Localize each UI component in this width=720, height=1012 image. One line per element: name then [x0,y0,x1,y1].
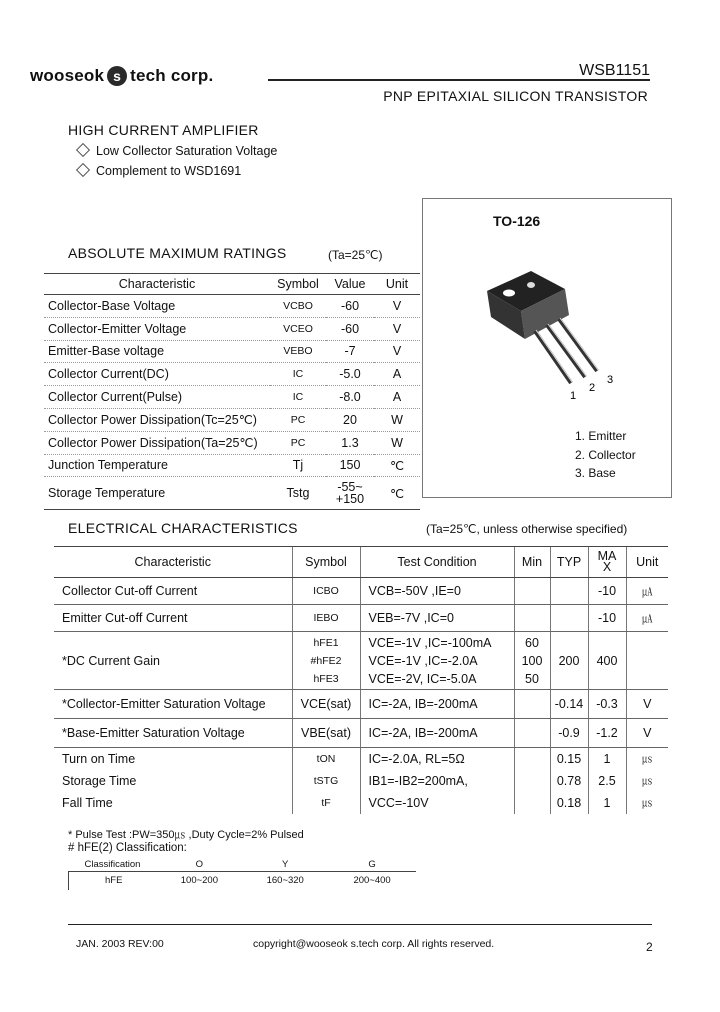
col-header: G [368,858,376,870]
amr-header-row [44,274,420,295]
cell-sym: VBE(sat) [292,719,360,748]
cell-test: VEB=-7V ,IC=0 [360,605,514,632]
class-header-row [69,857,417,872]
feature-item: Complement to WSD1691 [76,164,241,178]
cell-unit [626,632,668,690]
col-header: MA X [588,547,626,578]
to126-package-diagram [473,259,643,409]
table-row [54,719,668,748]
cell-char: *Collector-Emitter Saturation Voltage [54,690,292,719]
col-header: O [195,858,204,870]
col-header: Test Condition [360,547,514,578]
cell-typ: -0.14 [550,690,588,719]
pin-number: 2 [589,382,596,394]
cell-sym: tSTG [292,770,360,792]
cell-sym: PC [270,431,326,454]
cell-val: -5.0 [326,363,374,386]
cell-max: 1 [588,748,626,770]
package-box [422,198,672,498]
cell-unit: A [374,386,420,409]
table-row [44,477,420,510]
page-number: 2 [646,940,653,954]
table-row [54,690,668,719]
cell-unit: V [374,340,420,363]
class-value-row [69,872,417,890]
cell-value: 100~200 [180,875,218,887]
part-number: WSB1151 [579,62,650,79]
cell-char: Collector Current(DC) [44,363,270,386]
table-row [44,340,420,363]
cell-val: -60 [326,295,374,318]
cell-test: IC=-2A, IB=-200mA [360,719,514,748]
cell-char: Fall Time [62,795,113,810]
cell-typ: -0.9 [550,719,588,748]
class-title: # hFE(2) Classification: [68,842,187,854]
table-row [54,578,668,605]
cell-val: 150 [326,454,374,477]
cell-sym: ICBO [292,578,360,605]
footer-copyright: copyright@wooseok s.tech corp. All rights reserved. [253,938,495,950]
page-subtitle: PNP EPITAXIAL SILICON TRANSISTOR [383,88,648,104]
col-header: Symbol [292,547,360,578]
table-row [54,748,668,770]
cell-val: 1.3 [326,431,374,454]
brand-s-logo: s [107,66,127,86]
pin-label: 2. Collector [575,448,636,462]
cell-typ: 0.18 [550,792,588,814]
cell-unit: ㎲ [626,792,668,814]
feature-item: Low Collector Saturation Voltage [76,144,277,158]
footer-rule [68,924,652,925]
table-row [54,632,668,690]
ec-table [54,546,668,814]
col-header: Symbol [270,274,326,295]
cell-char: Collector-Emitter Voltage [44,317,270,340]
cell-char: Emitter-Base voltage [44,340,270,363]
cell-unit: ℃ [374,477,420,510]
cell-max: 400 [588,632,626,690]
cell-test: VCB=-50V ,IE=0 [360,578,514,605]
cell-value: 160~320 [266,875,304,887]
table-row [44,317,420,340]
cell-max: 2.5 [588,770,626,792]
cell-max: -1.2 [588,719,626,748]
table-row [54,792,668,814]
footer-date: JAN. 2003 REV:00 [76,938,164,950]
col-header: Y [282,858,289,870]
ec-header-row [54,547,668,578]
cell-unit: A [374,363,420,386]
cell-unit: ㎂ [626,578,668,605]
table-row [54,770,668,792]
cell-unit: V [374,317,420,340]
table-row [44,408,420,431]
col-header: Unit [626,547,668,578]
table-row [44,431,420,454]
cell-char: *Base-Emitter Saturation Voltage [54,719,292,748]
cell-sym: Tstg [270,477,326,510]
pin-number: 3 [607,374,614,386]
cell-min [514,770,550,792]
cell-unit: V [626,690,668,719]
cell-sym: tF [292,792,360,814]
cell-typ [550,578,588,605]
cell-char: Collector Cut-off Current [54,578,292,605]
table-row [44,363,420,386]
col-header: Value [326,274,374,295]
cell-val: -60 [326,317,374,340]
cell-typ: 200 [550,632,588,690]
cell-sym: VEBO [270,340,326,363]
ec-title: ELECTRICAL CHARACTERISTICS [68,520,298,536]
cell-max: -0.3 [588,690,626,719]
cell-sym: VCEO [270,317,326,340]
pin-label: 1. Emitter [575,429,627,443]
cell-char: Storage Temperature [44,477,270,510]
pin-label: 3. Base [575,466,616,480]
cell-unit: ㎲ [626,748,668,770]
cell-char: Junction Temperature [44,454,270,477]
package-name: TO-126 [493,213,541,229]
cell-unit: V [374,295,420,318]
cell-char: Storage Time [62,773,137,788]
amr-condition: (Ta=25℃) [328,248,383,262]
cell-min [514,690,550,719]
cell-unit: ℃ [374,454,420,477]
col-header: Classification [84,858,141,870]
cell-min [514,578,550,605]
cell-test: VCE=-1V ,IC=-100mA VCE=-1V ,IC=-2.0A VCE=-2V, IC=-5.0A [360,632,514,690]
cell-typ [550,605,588,632]
table-row [44,295,420,318]
cell-value: hFE [69,872,157,890]
cell-char: *DC Current Gain [54,632,292,690]
brand-left: wooseok [30,66,105,85]
ec-condition: (Ta=25℃, unless otherwise specified) [426,522,628,536]
cell-test: IC=-2A, IB=-200mA [360,690,514,719]
cell-char: Emitter Cut-off Current [54,605,292,632]
cell-typ: 0.78 [550,770,588,792]
company-logo [30,66,213,86]
cell-val: 20 [326,408,374,431]
cell-sym: tON [292,748,360,770]
cell-value: 200~400 [353,875,391,887]
cell-val: -55~ +150 [326,477,374,510]
cell-min: 60 100 50 [514,632,550,690]
col-header: Characteristic [54,547,292,578]
cell-max: -10 [588,605,626,632]
table-row [44,386,420,409]
table-row [54,605,668,632]
cell-min [514,792,550,814]
cell-sym: IC [270,363,326,386]
cell-sym: VCBO [270,295,326,318]
pin-number: 1 [570,390,577,402]
amr-title: ABSOLUTE MAXIMUM RATINGS [68,245,287,261]
cell-unit: ㎂ [626,605,668,632]
cell-char: Collector Power Dissipation(Ta=25℃) [44,431,270,454]
cell-sym: PC [270,408,326,431]
cell-min [514,605,550,632]
col-header: Unit [374,274,420,295]
cell-sym: IC [270,386,326,409]
cell-char: Collector Power Dissipation(Tc=25℃) [44,408,270,431]
cell-min [514,719,550,748]
cell-char: Collector Current(Pulse) [44,386,270,409]
cell-sym: Tj [270,454,326,477]
cell-char: Collector-Base Voltage [44,295,270,318]
amr-table [44,273,420,510]
cell-val: -7 [326,340,374,363]
cell-min [514,748,550,770]
cell-unit: W [374,431,420,454]
cell-unit: ㎲ [626,770,668,792]
cell-char: Turn on Time [62,751,136,766]
cell-unit: V [626,719,668,748]
cell-typ: 0.15 [550,748,588,770]
col-header: Min [514,547,550,578]
brand-right: tech corp. [130,66,214,85]
cell-max: 1 [588,792,626,814]
classification-table [68,857,416,890]
cell-max: -10 [588,578,626,605]
cell-test: VCC=-10V [360,792,514,814]
intro-title: HIGH CURRENT AMPLIFIER [68,122,259,138]
cell-test: IB1=-IB2=200mA, [360,770,514,792]
cell-unit: W [374,408,420,431]
col-header: Characteristic [44,274,270,295]
cell-test: IC=-2.0A, RL=5Ω [360,748,514,770]
col-header: TYP [550,547,588,578]
cell-sym: IEBO [292,605,360,632]
cell-sym: hFE1 #hFE2 hFE3 [292,632,360,690]
table-row [44,454,420,477]
pulse-note: * Pulse Test :PW=350㎲ ,Duty Cycle=2% Pulsed [68,829,304,841]
cell-val: -8.0 [326,386,374,409]
cell-sym: VCE(sat) [292,690,360,719]
